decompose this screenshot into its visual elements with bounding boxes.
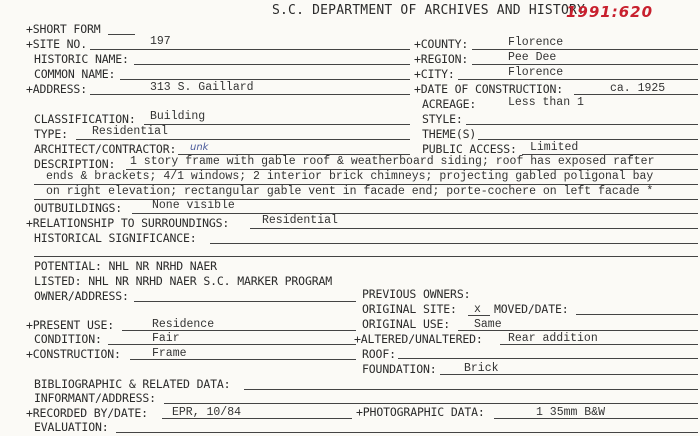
outbuildings-value: None visible bbox=[152, 199, 235, 212]
foundation-line bbox=[440, 374, 698, 375]
accession-number-stamp: 1991:620 bbox=[566, 3, 654, 21]
informant-address-line bbox=[164, 403, 698, 404]
altered-unaltered-label: +ALTERED/UNALTERED: bbox=[354, 332, 483, 346]
style-line bbox=[466, 124, 698, 125]
type-label: TYPE: bbox=[34, 127, 68, 141]
city-line bbox=[458, 79, 698, 80]
foundation-label: FOUNDATION: bbox=[362, 362, 437, 376]
region-line bbox=[472, 64, 698, 65]
common-name-label: COMMON NAME: bbox=[34, 67, 116, 81]
description-rule-3 bbox=[34, 199, 698, 200]
present-use-line bbox=[122, 330, 356, 331]
site-no-line bbox=[90, 49, 410, 50]
date-of-construction-value: ca. 1925 bbox=[610, 82, 666, 95]
construction-line bbox=[130, 359, 356, 360]
roof-line bbox=[398, 358, 698, 359]
department-header: S.C. DEPARTMENT OF ARCHIVES AND HISTORY bbox=[272, 3, 586, 18]
original-site-label: ORIGINAL SITE: bbox=[362, 302, 457, 316]
acreage-value: Less than 1 bbox=[508, 96, 584, 109]
potential-label: POTENTIAL: NHL NR NRHD NAER bbox=[34, 259, 217, 273]
public-access-label: PUBLIC ACCESS: bbox=[422, 142, 517, 156]
themes-line bbox=[478, 139, 698, 140]
region-label: +REGION: bbox=[414, 52, 469, 66]
bibliographic-line bbox=[244, 389, 698, 390]
foundation-value: Brick bbox=[464, 362, 499, 375]
address-value: 313 S. Gaillard bbox=[150, 81, 254, 94]
city-value: Florence bbox=[508, 66, 564, 79]
altered-unaltered-line bbox=[500, 344, 698, 345]
relationship-value: Residential bbox=[262, 214, 338, 227]
county-value: Florence bbox=[508, 36, 564, 49]
style-label: STYLE: bbox=[422, 112, 463, 126]
historical-significance-label: HISTORICAL SIGNIFICANCE: bbox=[34, 231, 197, 245]
informant-address-label: INFORMANT/ADDRESS: bbox=[34, 391, 156, 405]
architect-contractor-handwritten-value: unk bbox=[190, 142, 209, 153]
type-value: Residential bbox=[92, 125, 168, 138]
county-label: +COUNTY: bbox=[414, 37, 469, 51]
relationship-line bbox=[250, 228, 698, 229]
recorded-by-date-line bbox=[162, 418, 352, 419]
historic-name-label: HISTORIC NAME: bbox=[34, 52, 129, 66]
recorded-by-date-value: EPR, 10/84 bbox=[172, 406, 242, 419]
original-site-line bbox=[468, 315, 490, 316]
description-label: DESCRIPTION: bbox=[34, 157, 116, 171]
outbuildings-line bbox=[132, 213, 698, 214]
description-line-1: 1 story frame with gable roof & weatherboard siding; roof has exposed rafter bbox=[130, 155, 655, 168]
original-use-label: ORIGINAL USE: bbox=[362, 317, 451, 331]
construction-value: Frame bbox=[152, 347, 187, 360]
date-of-construction-line bbox=[574, 94, 698, 95]
classification-line bbox=[144, 124, 410, 125]
bibliographic-label: BIBLIOGRAPHIC & RELATED DATA: bbox=[34, 377, 231, 391]
owner-address-line bbox=[134, 301, 356, 302]
outbuildings-label: OUTBUILDINGS: bbox=[34, 201, 123, 215]
condition-label: CONDITION: bbox=[34, 332, 102, 346]
address-line bbox=[90, 94, 410, 95]
themes-label: THEME(S) bbox=[422, 127, 477, 141]
classification-label: CLASSIFICATION: bbox=[34, 112, 136, 126]
acreage-label: ACREAGE: bbox=[422, 97, 477, 111]
historic-name-line bbox=[134, 64, 410, 65]
photographic-data-value: 1 35mm B&W bbox=[536, 406, 606, 419]
moved-date-label: MOVED/DATE: bbox=[494, 302, 569, 316]
city-label: +CITY: bbox=[414, 67, 455, 81]
roof-label: ROOF: bbox=[362, 347, 396, 361]
type-line bbox=[76, 139, 410, 140]
evaluation-line bbox=[116, 432, 698, 433]
owner-address-label: OWNER/ADDRESS: bbox=[34, 289, 129, 303]
evaluation-label: EVALUATION: bbox=[34, 420, 109, 434]
recorded-by-date-label: +RECORDED BY/DATE: bbox=[26, 406, 148, 420]
present-use-label: +PRESENT USE: bbox=[26, 318, 115, 332]
original-use-line bbox=[458, 330, 698, 331]
common-name-line bbox=[120, 79, 410, 80]
public-access-value: Limited bbox=[530, 141, 579, 154]
photographic-data-line bbox=[494, 418, 698, 419]
historical-significance-line bbox=[210, 243, 698, 244]
condition-value: Fair bbox=[152, 332, 180, 345]
description-line-3: on right elevation; rectangular gable vent in facade end; porte-cochere on left facade * bbox=[46, 185, 654, 198]
listed-label: LISTED: NHL NR NRHD NAER S.C. MARKER PROGRAM bbox=[34, 274, 333, 288]
photographic-data-label: +PHOTOGRAPHIC DATA: bbox=[356, 405, 485, 419]
moved-date-line bbox=[576, 314, 698, 315]
relationship-label: +RELATIONSHIP TO SURROUNDINGS: bbox=[26, 216, 230, 230]
previous-owners-label: PREVIOUS OWNERS: bbox=[362, 287, 471, 301]
original-site-value: x bbox=[474, 303, 481, 316]
description-line-2: ends & brackets; 4/1 windows; 2 interior brick chimneys; projecting gabled poligonal bay bbox=[46, 170, 654, 183]
architect-contractor-label: ARCHITECT/CONTRACTOR: bbox=[34, 142, 177, 156]
original-use-value: Same bbox=[474, 318, 502, 331]
site-no-value: 197 bbox=[150, 35, 171, 48]
county-line bbox=[472, 49, 698, 50]
short-form-line bbox=[108, 34, 135, 35]
region-value: Pee Dee bbox=[508, 51, 557, 64]
altered-unaltered-value: Rear addition bbox=[508, 332, 598, 345]
short-form-label: +SHORT FORM bbox=[26, 22, 101, 36]
present-use-value: Residence bbox=[152, 318, 215, 331]
historical-significance-line-2 bbox=[34, 256, 698, 257]
condition-line bbox=[108, 344, 356, 345]
construction-label: +CONSTRUCTION: bbox=[26, 347, 121, 361]
classification-value: Building bbox=[150, 110, 206, 123]
address-label: +ADDRESS: bbox=[26, 82, 87, 96]
date-of-construction-label: +DATE OF CONSTRUCTION: bbox=[414, 82, 564, 96]
site-no-label: +SITE NO. bbox=[26, 37, 87, 51]
